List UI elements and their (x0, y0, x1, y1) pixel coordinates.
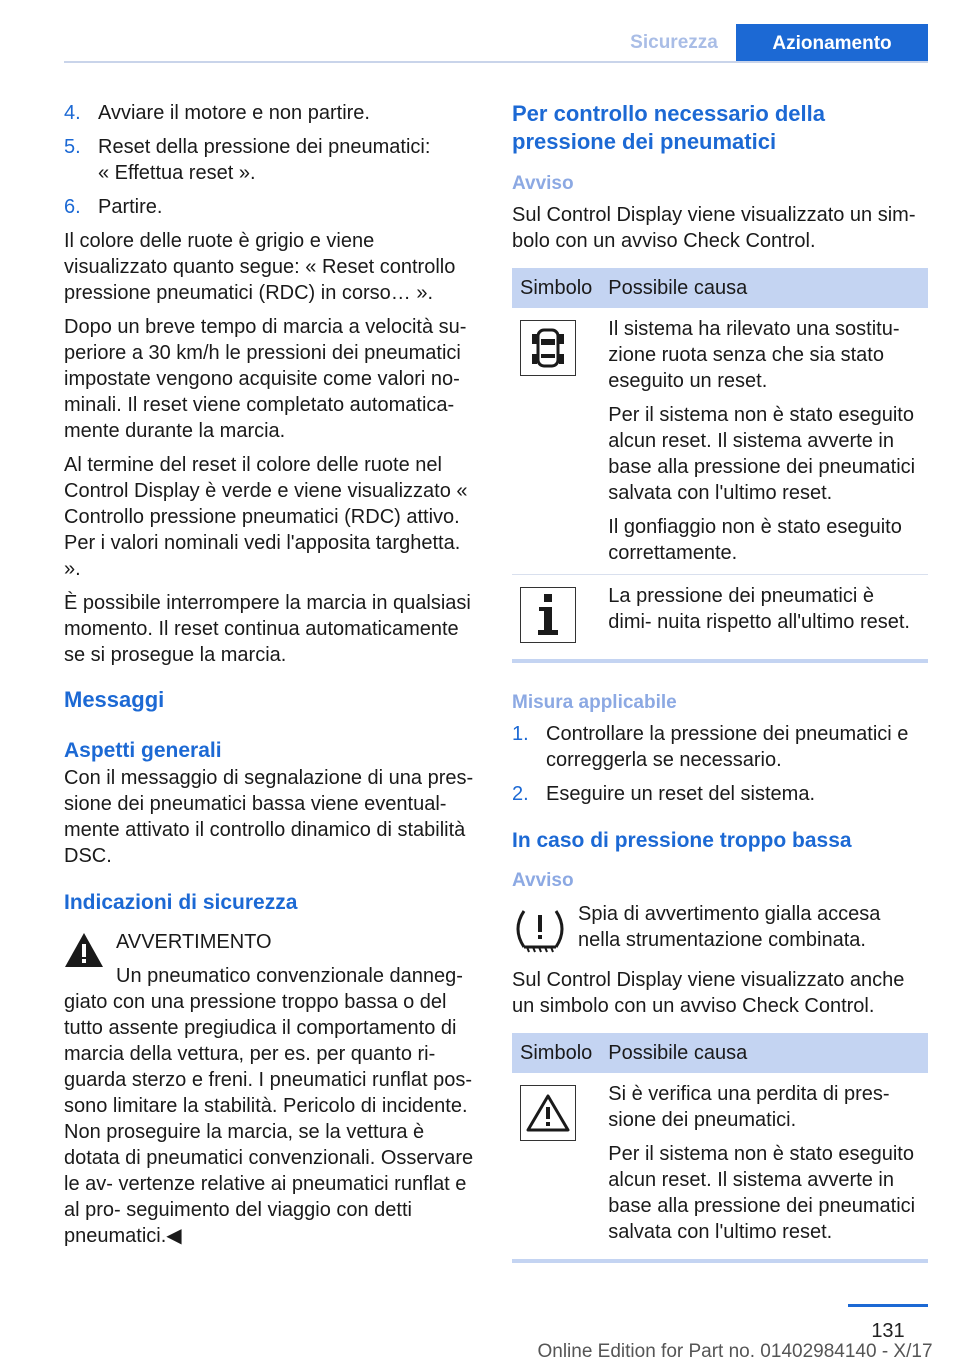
right-column (512, 100, 928, 1263)
paragraph: Sul Control Display viene visualizzato anche un simbolo con un avviso Check Control. (512, 969, 905, 1017)
step-number: 5. (64, 136, 81, 158)
header-divider (64, 61, 928, 63)
step-text-line: Reset della pressione dei pneumatici: (98, 136, 431, 158)
warning-block (64, 929, 480, 989)
heading-controllo-pressione: Per controllo necessario della pressione dei pneumatici (512, 101, 826, 154)
table-row (512, 308, 928, 575)
paragraph: Al termine del reset il colore delle ruote nel Control Display è verde e viene visualizzato « Controllo pressione pneumatici (RDC) attivo. Per i valori nominali vedi l'apposita targhetta. ». (64, 454, 468, 580)
step-text-line: « Effettua reset ». (98, 162, 256, 184)
step-5 (64, 134, 480, 186)
footer-edition: Online Edition for Part no. 01402984140 - X/17 (537, 1341, 933, 1362)
step-text (98, 134, 480, 186)
cause-text: La pressione dei pneumatici è dimi- nuita rispetto all'ultimo reset. (608, 585, 910, 633)
warning-lead: Un pneumatico convenzionale danneg- (116, 965, 463, 987)
heading-messaggi: Messaggi (64, 687, 165, 712)
info-icon (520, 587, 576, 643)
paragraph: Con il messaggio di segnalazione di una pres- sione dei pneumatici bassa viene eventual- mente attivato il controllo dinamico di stabilità DSC. (64, 767, 474, 867)
paragraph: Dopo un breve tempo di marcia a velocità su- periore a 30 km/h le pressioni dei pneumatici impostate vengono acquisite come valori no- minali. Il reset viene completato automatica- mente durante la marcia. (64, 316, 467, 442)
cause-text: Il sistema ha rilevato una sostitu- zione ruota senza che sia stato eseguito un reset. (608, 318, 900, 392)
heading-avviso: Avviso (512, 870, 574, 891)
step-number: 6. (64, 196, 81, 218)
tpms-warning-block (512, 901, 928, 957)
warning-triangle-icon (64, 931, 104, 969)
warning-body (64, 989, 480, 1249)
step-2 (512, 781, 928, 807)
step-text: Partire. (98, 196, 163, 218)
paragraph: Il colore delle ruote è grigio e viene visualizzato quanto segue: « Reset controllo pressione pneumatici (RDC) in corso… ». (64, 230, 456, 304)
heading-indicazioni-sicurezza: Indicazioni di sicurezza (64, 891, 298, 914)
car-tire-icon (520, 320, 576, 376)
end-mark: ◀ (166, 1225, 182, 1247)
paragraph: È possibile interrompere la marcia in qualsiasi momento. Il reset continua automaticamente se si prosegue la marcia. (64, 592, 471, 666)
warning-title: AVVERTIMENTO (116, 931, 272, 953)
header-active-tab[interactable]: Azionamento (736, 24, 928, 63)
step-number: 1. (512, 723, 529, 745)
cause-text: Il gonfiaggio non è stato eseguito correttamente. (608, 516, 902, 564)
table-header: Simbolo (512, 1033, 600, 1073)
symbol-table-2 (512, 1033, 928, 1253)
table-end-line (512, 659, 928, 663)
left-column (64, 100, 480, 1249)
paragraph: Sul Control Display viene visualizzato un sim- bolo con un avviso Check Control. (512, 204, 916, 252)
symbol-table-1 (512, 268, 928, 651)
step-number: 2. (512, 783, 529, 805)
table-row (512, 1073, 928, 1253)
heading-misura-applicabile: Misura applicabile (512, 692, 677, 713)
cause-text: Per il sistema non è stato eseguito alcun reset. Il sistema avverte in base alla pressione dei pneumatici salvata con l'ultimo reset. (608, 404, 916, 504)
heading-pressione-bassa: In caso di pressione troppo bassa (512, 829, 852, 852)
table-header: Possibile causa (600, 268, 928, 308)
table-header: Simbolo (512, 268, 600, 308)
step-number: 4. (64, 102, 81, 124)
table-end-line (512, 1259, 928, 1263)
tpms-warning-text: Spia di avvertimento gialla accesa nella strumentazione combinata. (578, 903, 881, 951)
cause-text: Per il sistema non è stato eseguito alcun reset. Il sistema avverte in base alla pressione dei pneumatici salvata con l'ultimo reset. (608, 1143, 916, 1243)
header-section-tab[interactable]: Sicurezza (630, 32, 718, 53)
step-6 (64, 194, 480, 220)
heading-avviso: Avviso (512, 173, 574, 194)
warning-triangle-icon (520, 1085, 576, 1141)
step-1 (512, 721, 928, 773)
footer-page-rule (848, 1304, 928, 1307)
step-4 (64, 100, 480, 126)
step-text: Eseguire un reset del sistema. (546, 783, 816, 805)
tpms-warning-icon (512, 901, 568, 957)
table-row (512, 575, 928, 652)
warning-body-text: giato con una pressione troppo bassa o del tutto assente pregiudica il comportamento di marcia della vettura, per es. per quanto ri- guarda sterzo e freni. I pneumatici runflat pos- sono limitare la stabilità. Pericolo di incidente. Non proseguire la marcia, se la vettura è dotata di pneumatici convenzionali. Osservare le av- vertenze relative ai pneumatici runflat e al pro- seguimento del viaggio con detti pneumatici. (64, 991, 474, 1247)
cause-text: Si è verifica una perdita di pres- sione dei pneumatici. (608, 1083, 890, 1131)
step-text: Avviare il motore e non partire. (98, 102, 370, 124)
step-text: Controllare la pressione dei pneumatici e correggerla se necessario. (546, 723, 909, 771)
table-header: Possibile causa (600, 1033, 928, 1073)
page-number: 131 (871, 1320, 905, 1342)
heading-aspetti-generali: Aspetti generali (64, 739, 222, 762)
